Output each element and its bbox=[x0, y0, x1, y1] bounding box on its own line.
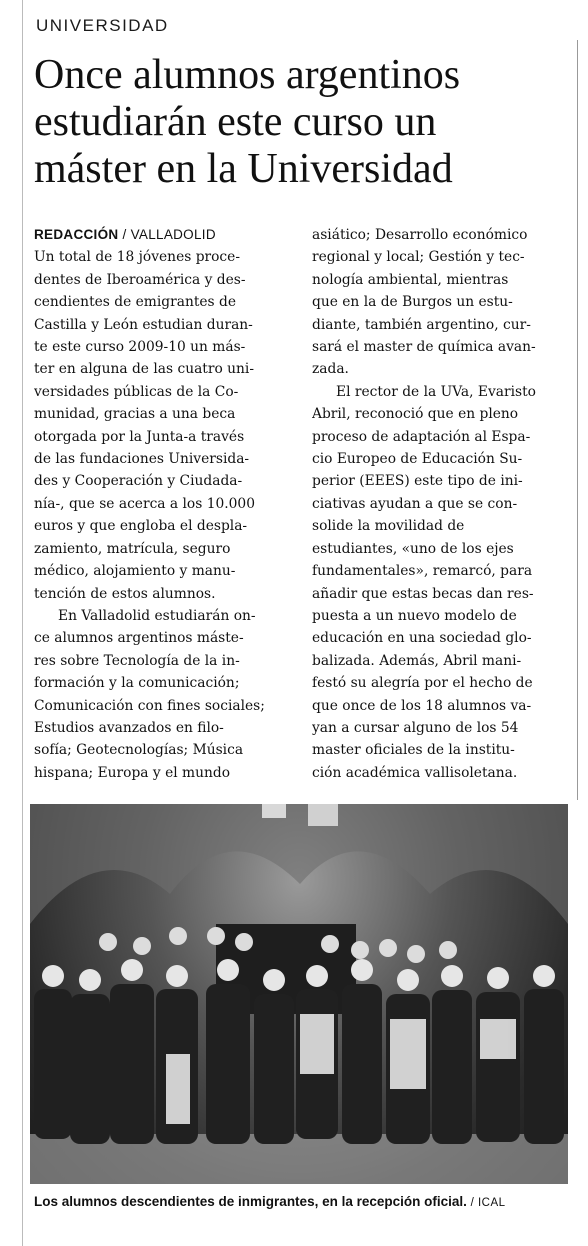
headline-line: máster en la Universidad bbox=[34, 146, 453, 192]
text-line: balizada. Además, Abril mani- bbox=[312, 652, 522, 669]
text-line: tención de estos alumnos. bbox=[34, 585, 216, 602]
text-line: que en la de Burgos un estu- bbox=[312, 294, 513, 311]
group-photo-illustration bbox=[30, 804, 568, 1184]
headline-line: estudiarán este curso un bbox=[34, 99, 437, 145]
text-line: educación en una sociedad glo- bbox=[312, 630, 532, 647]
text-line: formación y la comunicación; bbox=[34, 675, 240, 692]
headline-line: Once alumnos argentinos bbox=[34, 52, 461, 98]
text-line: ter en alguna de las cuatro uni- bbox=[34, 361, 254, 378]
byline-separator: / bbox=[118, 227, 131, 242]
text-line: Comunicación con fines sociales; bbox=[34, 697, 265, 714]
text-line: cendientes de emigrantes de bbox=[34, 294, 237, 311]
photo-credit: / ICAL bbox=[466, 1197, 506, 1209]
text-line: yan a cursar alguno de los 54 bbox=[312, 719, 519, 736]
text-line: sará el master de química avan- bbox=[312, 339, 536, 356]
text-line: des y Cooperación y Ciudada- bbox=[34, 473, 243, 490]
text-line: Abril, reconoció que en pleno bbox=[312, 406, 519, 423]
text-line: nología ambiental, mientras bbox=[312, 271, 509, 288]
text-line: médico, alojamiento y manu- bbox=[34, 563, 236, 580]
text-line: asiático; Desarrollo económico bbox=[312, 227, 528, 243]
text-line: puesta a un nuevo modelo de bbox=[312, 607, 517, 624]
text-line: que once de los 18 alumnos va- bbox=[312, 697, 532, 714]
text-line: te este curso 2009-10 un más- bbox=[34, 339, 246, 356]
text-line: sofía; Geotecnologías; Música bbox=[34, 742, 244, 759]
text-line: nía-, que se acerca a los 10.000 bbox=[34, 495, 255, 512]
byline-author: REDACCIÓN bbox=[34, 227, 119, 242]
text-line: ción académica vallisoletana. bbox=[312, 764, 518, 781]
text-line: diante, también argentino, cur- bbox=[312, 316, 531, 333]
text-line: solide la movilidad de bbox=[312, 518, 465, 535]
photo-caption bbox=[34, 1194, 574, 1209]
text-line: zada. bbox=[312, 361, 349, 378]
byline-location: VALLADOLID bbox=[130, 227, 216, 242]
text-line: zamiento, matrícula, seguro bbox=[34, 540, 231, 557]
text-line: otorgada por la Junta-a través bbox=[34, 428, 245, 445]
text-line: munidad, gracias a una beca bbox=[34, 406, 236, 423]
text-line: regional y local; Gestión y tec- bbox=[312, 249, 525, 266]
text-line: El rector de la UVa, Evaristo bbox=[336, 383, 536, 400]
byline bbox=[34, 224, 291, 246]
text-line: En Valladolid estudiarán on- bbox=[58, 607, 256, 624]
text-line: Castilla y León estudian duran- bbox=[34, 316, 253, 333]
text-line: de las fundaciones Universida- bbox=[34, 451, 250, 468]
text-line: res sobre Tecnología de la in- bbox=[34, 652, 240, 669]
text-line: añadir que estas becas dan res- bbox=[312, 585, 534, 602]
group-photo bbox=[30, 804, 568, 1184]
article-column-left bbox=[34, 224, 291, 784]
text-line: Estudios avanzados en filo- bbox=[34, 719, 224, 736]
caption-text: Los alumnos descendientes de inmigrantes, en la recepción oficial. bbox=[34, 1194, 467, 1209]
text-line: perior (EEES) este tipo de ini- bbox=[312, 473, 523, 490]
text-line: Un total de 18 jóvenes proce- bbox=[34, 249, 240, 266]
text-line: proceso de adaptación al Espa- bbox=[312, 428, 531, 445]
text-line: ce alumnos argentinos máste- bbox=[34, 630, 244, 647]
right-margin-rule bbox=[577, 40, 578, 800]
text-line: cio Europeo de Educación Su- bbox=[312, 451, 523, 468]
left-margin-rule bbox=[22, 0, 23, 1246]
text-line: master oficiales de la institu- bbox=[312, 742, 515, 759]
text-line: dentes de Iberoamérica y des- bbox=[34, 271, 246, 288]
text-line: euros y que engloba el despla- bbox=[34, 518, 248, 535]
left-column-text bbox=[34, 246, 291, 784]
right-column-text bbox=[312, 224, 566, 784]
headline bbox=[34, 52, 574, 193]
text-line: estudiantes, «uno de los ejes bbox=[312, 540, 514, 557]
text-line: versidades públicas de la Co- bbox=[34, 383, 239, 400]
text-line: fundamentales», remarcó, para bbox=[312, 563, 533, 580]
article-column-right bbox=[312, 224, 566, 784]
text-line: hispana; Europa y el mundo bbox=[34, 764, 231, 781]
section-label: UNIVERSIDAD bbox=[36, 16, 169, 35]
text-line: ciativas ayudan a que se con- bbox=[312, 495, 518, 512]
text-line: festó su alegría por el hecho de bbox=[312, 675, 533, 692]
